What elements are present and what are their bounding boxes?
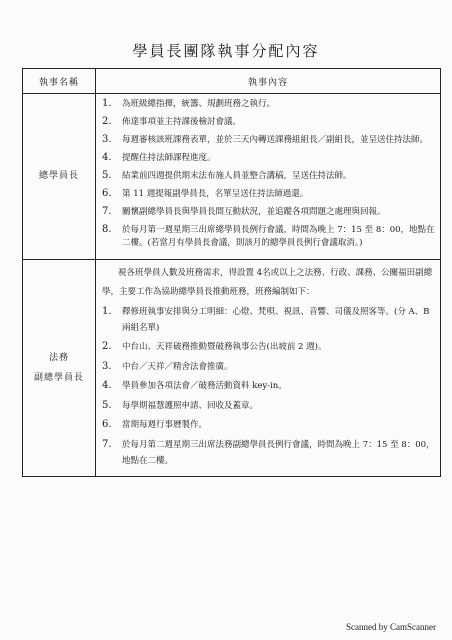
duty-item	[102, 206, 436, 219]
table-row-dharma-deputy	[23, 259, 441, 477]
item-text: 釋修班執事安排與分工明細：心燈、梵唄、視訊、音響、司儀及照客等。(分 A、B 兩組名單)	[122, 306, 430, 333]
duty-item	[102, 116, 436, 129]
duty-item	[102, 417, 436, 433]
duty-item	[102, 224, 436, 249]
duty-item	[102, 437, 436, 469]
item-text: 每學期福慧護照申請、回收及蓋章。	[122, 400, 259, 411]
role-label: 總學員長	[38, 171, 79, 182]
duty-list	[102, 304, 436, 469]
item-number: 1.	[102, 98, 112, 109]
duty-item	[102, 378, 436, 394]
role-cell	[23, 259, 96, 477]
item-text: 第 11 週提報副學員長，名單呈送住持法師過還。	[122, 189, 309, 199]
item-number: 6.	[102, 419, 112, 430]
item-text: 佈達事項並主持課後檢討會議。	[122, 117, 242, 127]
duty-item	[102, 304, 436, 336]
header-content: 執事內容	[96, 69, 441, 94]
duty-list	[102, 98, 436, 249]
item-number: 3.	[102, 360, 112, 372]
intro-paragraph: 視各班學員人數及班務需求，得設置 4名或以上之法務、行政、課務、公關福田副總學，主要工作為協助總學員長推動班務，班務編制如下：	[102, 267, 433, 297]
duty-item	[102, 188, 436, 201]
scanner-watermark: Scanned by CamScanner	[346, 622, 436, 632]
item-number: 8.	[102, 224, 112, 235]
duty-item	[102, 339, 436, 355]
item-text: 每週審核該班課務表單，並於三天內轉送課務組組長／副組長，並呈送住持法師。	[122, 135, 429, 145]
table-row-chief	[23, 94, 441, 260]
table-header-row	[23, 69, 441, 94]
duty-item	[102, 359, 436, 375]
item-text: 結業前四週提供期末法布施人員並整合講稿，呈送住持法師。	[122, 171, 352, 181]
item-number: 7.	[102, 206, 112, 217]
item-text: 於每月第一週星期三出席總學員長例行會議，時間為晚上 7：15 至 8：00，地點在二樓。(若當月有學員長會議，則該月的總學員長例行會議取消。)	[122, 225, 435, 248]
item-text: 中台山、天祥破務推動暨破務執事公告(出坡前 2 週)。	[122, 342, 327, 352]
item-text: 關懷副總學員長與學員長間互動狀況，並追蹤各項問題之處理與回報。	[122, 207, 386, 217]
header-role: 執事名稱	[23, 69, 96, 94]
item-text: 於每月第二週星期三出席法務副總學員長例行會議，時間為晚上 7：15 至 8：00，地點在二樓。	[122, 439, 435, 466]
item-text: 學員參加各項法會／破務活動資料 key-in。	[122, 381, 287, 391]
duty-item	[102, 98, 436, 111]
role-cell	[23, 94, 96, 260]
item-number: 3.	[102, 134, 112, 145]
duty-table	[22, 68, 441, 477]
item-text: 中台／天祥／精舍法會推廣。	[122, 361, 233, 372]
duty-item	[102, 152, 436, 165]
item-text: 提醒住持法師課程進度。	[122, 153, 216, 163]
content-cell	[96, 94, 441, 260]
item-text: 為班級總指揮，統籌、規劃班務之執行。	[122, 99, 276, 109]
item-number: 6.	[102, 188, 112, 199]
item-number: 1.	[102, 305, 112, 317]
content-cell	[96, 259, 441, 477]
role-label-line: 法務	[48, 352, 69, 363]
item-number: 4.	[102, 152, 112, 163]
item-text: 當期每週行事曆製作。	[122, 420, 208, 430]
item-number: 5.	[102, 399, 112, 411]
item-number: 4.	[102, 380, 112, 391]
page-title: 學員長團隊執事分配內容	[132, 42, 320, 60]
duty-item	[102, 398, 436, 414]
item-number: 2.	[102, 116, 112, 127]
role-label-line: 副總學員長	[33, 372, 84, 383]
duty-item	[102, 170, 436, 183]
item-number: 7.	[102, 438, 112, 450]
item-number: 2.	[102, 341, 112, 352]
item-number: 5.	[102, 170, 112, 181]
duty-item	[102, 134, 436, 147]
